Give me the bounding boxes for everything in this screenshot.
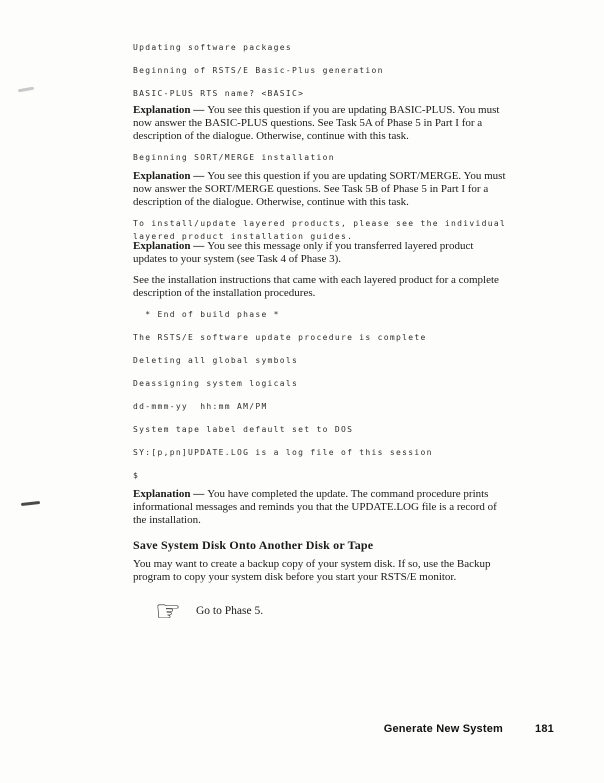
explanation-basic-plus [133,104,561,144]
explanation-sort-merge [133,170,561,210]
paragraph-line: now answer the BASIC-PLUS questions. See Task 5A of Phase 5 in Part I for a [133,117,483,130]
cross-reference-text: Go to Phase 5. [196,605,264,617]
terminal-line: Updating software packages [133,43,293,52]
margin-pencil-mark [18,87,34,93]
terminal-line: Deassigning system logicals [133,379,299,388]
paragraph-line: description of the dialogue. Otherwise, continue with this task. [133,196,409,209]
paragraph-line: the installation. [133,514,201,527]
terminal-line: To install/update layered products, please see the individual [133,219,507,228]
terminal-line: Deleting all global symbols [133,356,299,365]
terminal-line: Beginning of RSTS/E Basic-Plus generation [133,66,384,75]
terminal-line: $ [133,471,140,480]
paragraph-text: You have completed the update. The command procedure prints [207,488,489,500]
page-footer [0,723,554,735]
terminal-output-update [133,36,384,105]
paragraph-line: informational messages and reminds you that the UPDATE.LOG file is a record of [133,501,497,514]
pointing-hand-icon: ☞ [155,594,181,628]
paragraph-line: program to copy your system disk before you start your RSTS/E monitor. [133,571,457,584]
paragraph-line [133,170,561,183]
paragraph-backup [133,558,561,584]
paragraph-line: description of the dialogue. Otherwise, continue with this task. [133,130,409,143]
paragraph-line: now answer the SORT/MERGE questions. See Task 5B of Phase 5 in Part I for a [133,183,489,196]
paragraph-line [133,104,561,117]
margin-pencil-mark [21,501,40,506]
explanation-label: Explanation — [133,104,205,116]
terminal-line: SY:[p,pn]UPDATE.LOG is a log file of this session [133,448,433,457]
terminal-output-sort-merge [133,146,335,169]
paragraph-text: You see this message only if you transferred layered product [207,240,474,252]
explanation-label: Explanation — [133,240,205,252]
terminal-line: dd-mmm-yy hh:mm AM/PM [133,402,268,411]
explanation-update-complete [133,488,561,528]
terminal-line: System tape label default set to DOS [133,425,354,434]
paragraph-line: updates to your system (see Task 4 of Phase 3). [133,253,341,266]
terminal-line: BASIC-PLUS RTS name? <BASIC> [133,89,305,98]
terminal-line: The RSTS/E software update procedure is complete [133,333,427,342]
terminal-line: Beginning SORT/MERGE installation [133,153,335,162]
paragraph-line [133,240,561,253]
paragraph-text: You see this question if you are updating BASIC-PLUS. You must [207,104,500,116]
cross-reference-go-to-phase-5 [155,594,264,628]
terminal-output-end-of-build [133,303,433,487]
paragraph-line: You may want to create a backup copy of your system disk. If so, use the Backup [133,558,491,570]
paragraph-line: description of the installation procedures. [133,287,316,300]
terminal-line: * End of build phase * [133,310,280,319]
terminal-line: layered product installation guides. [133,231,354,241]
paragraph-line [133,488,561,501]
paragraph-text: You see this question if you are updating SORT/MERGE. You must [207,170,506,182]
footer-page-number: 181 [535,723,554,735]
paragraph-line: See the installation instructions that came with each layered product for a complete [133,274,499,286]
explanation-label: Explanation — [133,170,205,182]
explanation-layered-products [133,240,561,266]
explanation-label: Explanation — [133,488,205,500]
paragraph-installation-instructions [133,274,561,300]
section-heading-save-disk: Save System Disk Onto Another Disk or Tape [133,538,374,552]
footer-section-title: Generate New System [383,723,504,735]
